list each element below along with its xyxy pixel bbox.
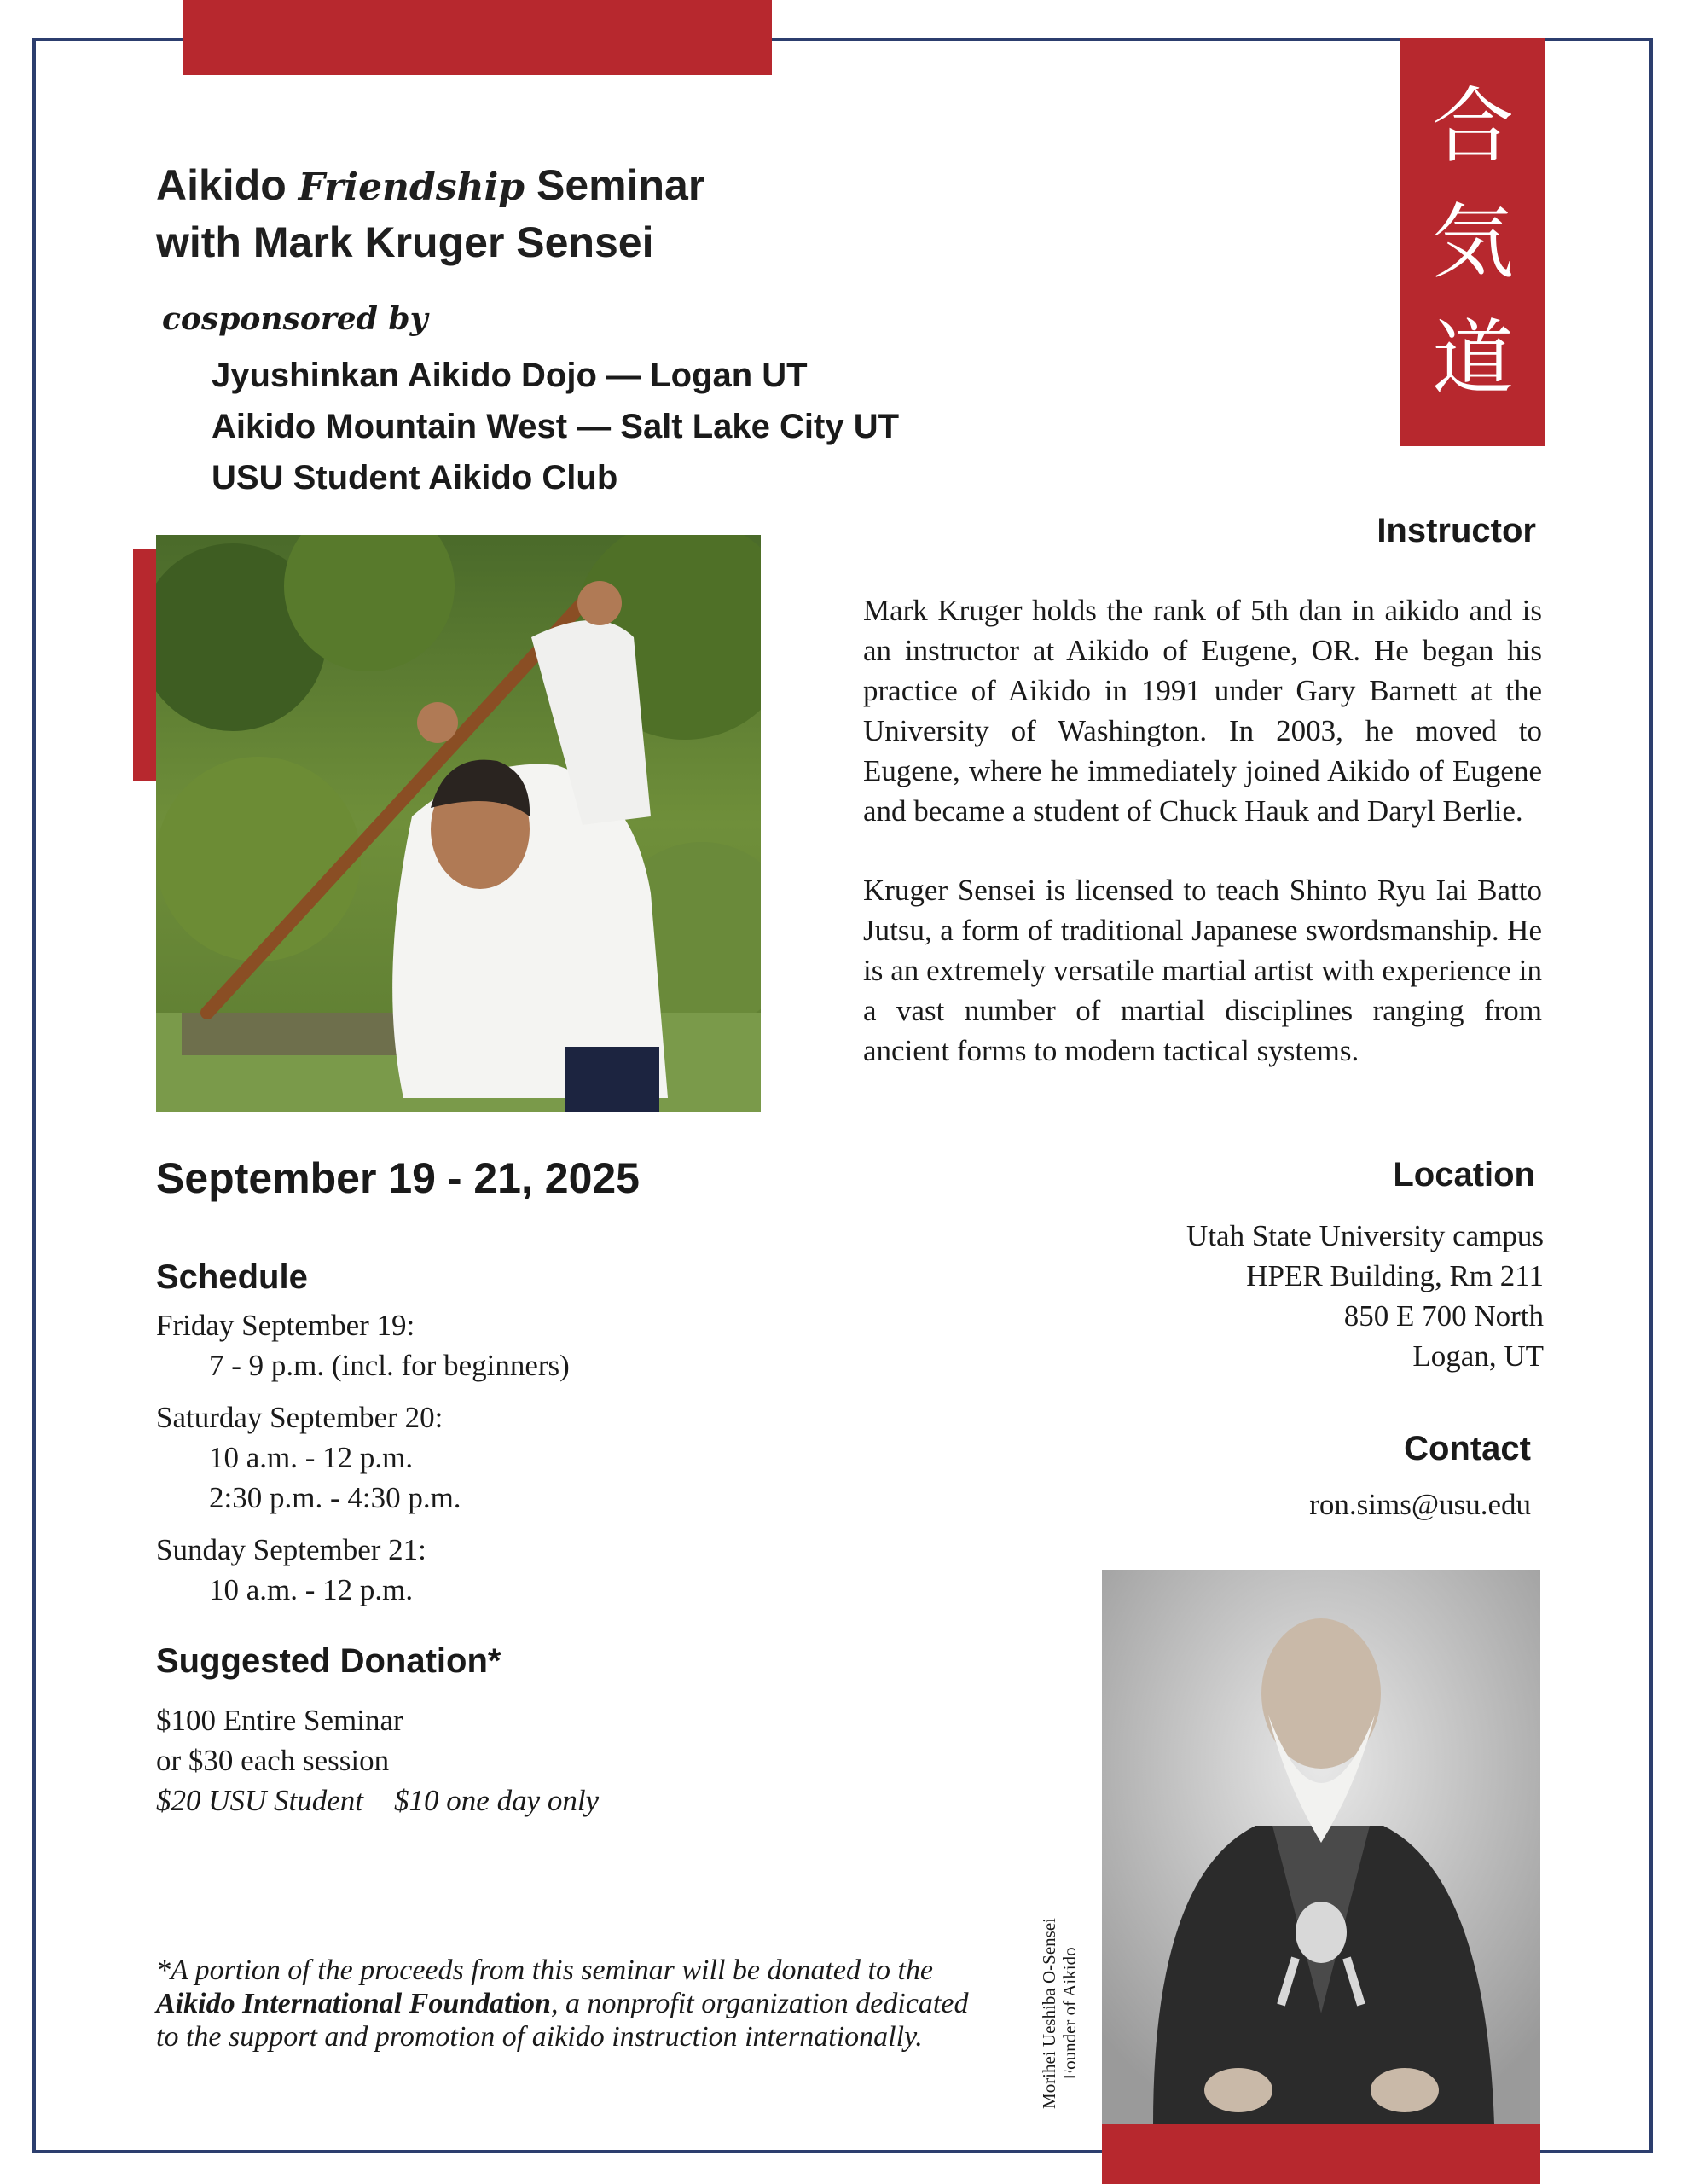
donation-line: or $30 each session <box>156 1744 390 1777</box>
page-title <box>156 158 704 270</box>
location-heading: Location <box>1393 1156 1535 1194</box>
instructor-photo-illustration <box>156 535 761 1112</box>
schedule-day-label: Saturday September 20: <box>156 1401 443 1434</box>
kanji-ai: 合 <box>1432 78 1514 174</box>
location-line: Logan, UT <box>1412 1339 1544 1373</box>
schedule-list <box>156 1305 570 1610</box>
donation-footnote <box>156 1954 975 2053</box>
title-line-2: with Mark Kruger Sensei <box>156 218 654 266</box>
kanji-do: 道 <box>1432 311 1514 406</box>
top-red-bar <box>183 0 772 75</box>
founder-photo <box>1102 1570 1540 2124</box>
sponsor-item: Aikido Mountain West — Salt Lake City UT <box>212 408 900 445</box>
kanji-banner <box>1400 38 1545 446</box>
sponsor-list <box>212 350 899 503</box>
kanji-ki: 気 <box>1432 195 1514 290</box>
schedule-time: 10 a.m. - 12 p.m. <box>209 1573 414 1606</box>
donation-day: $10 one day only <box>394 1784 600 1817</box>
instructor-bio <box>863 590 1542 1110</box>
footnote-prefix: *A portion of the proceeds from this seminar will be donated to the <box>156 1955 934 1986</box>
donation-heading: Suggested Donation* <box>156 1642 501 1680</box>
location-line: 850 E 700 North <box>1343 1299 1544 1333</box>
founder-photo-caption <box>1039 1902 1080 2124</box>
schedule-day-label: Friday September 19: <box>156 1309 415 1342</box>
location-address <box>1186 1216 1544 1376</box>
footnote-org: Aikido International Foundation <box>156 1988 551 2019</box>
location-line: HPER Building, Rm 211 <box>1246 1259 1544 1292</box>
instructor-heading: Instructor <box>1377 512 1536 549</box>
caption-line-1: Morihei Ueshiba O-Sensei <box>1039 1918 1059 2109</box>
donation-student: $20 USU Student <box>156 1784 364 1817</box>
schedule-day-label: Sunday September 21: <box>156 1533 426 1566</box>
contact-email[interactable]: ron.sims@usu.edu <box>1309 1488 1531 1521</box>
schedule-time: 10 a.m. - 12 p.m. <box>209 1441 414 1474</box>
schedule-day-saturday <box>156 1397 570 1518</box>
schedule-time: 7 - 9 p.m. (incl. for beginners) <box>209 1349 570 1382</box>
title-word-seminar: Seminar <box>536 161 705 209</box>
event-date: September 19 - 21, 2025 <box>156 1154 640 1202</box>
donation-line: $100 Entire Seminar <box>156 1704 403 1737</box>
sponsor-item: USU Student Aikido Club <box>212 459 618 497</box>
cosponsored-label: cosponsored by <box>162 301 428 337</box>
caption-line-2: Founder of Aikido <box>1059 1947 1080 2080</box>
instructor-photo <box>156 535 761 1112</box>
title-word-aikido: Aikido <box>156 161 287 209</box>
bio-paragraph: Mark Kruger holds the rank of 5th dan in aikido and is an instructor at Aikido of Eugene, OR. He began his practice of Aikido in 1991 under Gary Barnett at the University of Washington. In 2003, he moved to Eugene, where he immediately joined Aikido of Eugene and became a student of Chuck Hauk and Daryl Berlie. <box>863 594 1542 828</box>
contact-heading: Contact <box>1404 1430 1531 1467</box>
schedule-day-friday <box>156 1305 570 1385</box>
location-line: Utah State University campus <box>1186 1219 1544 1252</box>
title-script-word: Friendship <box>298 166 525 209</box>
founder-photo-illustration <box>1102 1570 1540 2124</box>
donation-info <box>156 1700 599 1821</box>
bio-paragraph: Kruger Sensei is licensed to teach Shinto Ryu Iai Batto Jutsu, a form of traditional Japanese swordsmanship. He is an extremely versatile martial artist with experience in a vast number of martial disciplines ranging from ancient forms to modern tactical systems. <box>863 874 1542 1067</box>
schedule-time: 2:30 p.m. - 4:30 p.m. <box>209 1481 461 1514</box>
sponsor-item: Jyushinkan Aikido Dojo — Logan UT <box>212 357 808 394</box>
schedule-heading: Schedule <box>156 1258 308 1296</box>
bottom-red-bar <box>1102 2124 1540 2184</box>
schedule-day-sunday <box>156 1530 570 1610</box>
footnote-suffix: , a nonprofit organization dedicated to the support and promotion of aikido instruction internationally. <box>156 1988 969 2053</box>
